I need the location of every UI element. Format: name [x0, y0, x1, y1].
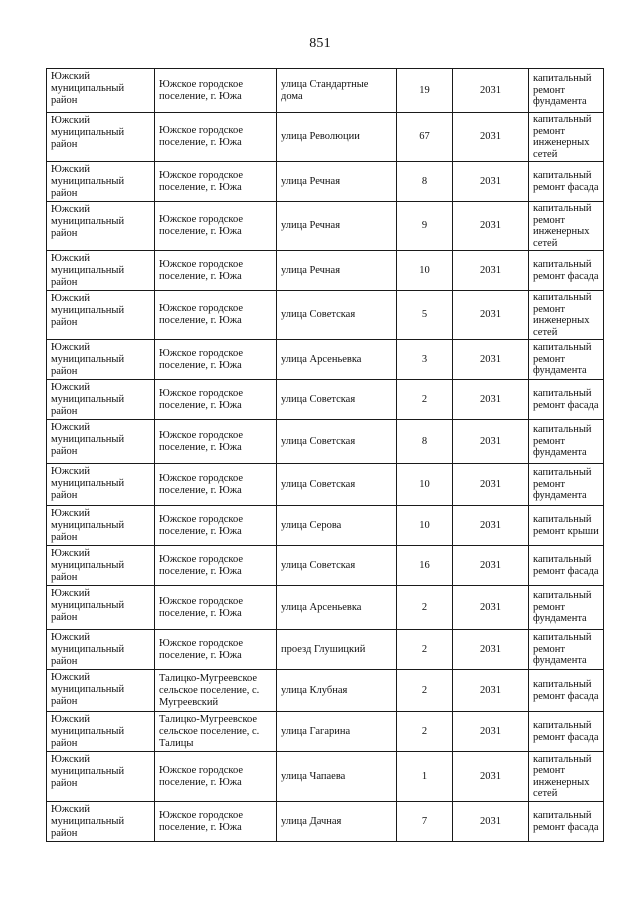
- house-number-cell: 16: [397, 546, 453, 586]
- table-row: [47, 630, 604, 670]
- street-cell: улица Клубная: [277, 670, 397, 712]
- year-cell: 2031: [453, 752, 529, 802]
- street-cell: улица Советская: [277, 464, 397, 506]
- settlement-cell: Южское городское поселение, г. Южа: [155, 506, 277, 546]
- house-number-cell: 10: [397, 506, 453, 546]
- work-type-cell: капитальный ремонт фасада: [529, 251, 604, 291]
- district-cell: Южский муниципальный район: [47, 162, 155, 202]
- district-cell: Южский муниципальный район: [47, 251, 155, 291]
- year-cell: 2031: [453, 251, 529, 291]
- work-type-cell: капитальный ремонт фасада: [529, 380, 604, 420]
- house-number-cell: 9: [397, 202, 453, 251]
- work-type-cell: капитальный ремонт фасада: [529, 546, 604, 586]
- settlement-cell: Южское городское поселение, г. Южа: [155, 340, 277, 380]
- district-cell: Южский муниципальный район: [47, 752, 155, 802]
- work-type-cell: капитальный ремонт фасада: [529, 802, 604, 842]
- house-number-cell: 2: [397, 712, 453, 752]
- settlement-cell: Южское городское поселение, г. Южа: [155, 162, 277, 202]
- table-row: [47, 291, 604, 340]
- street-cell: улица Советская: [277, 291, 397, 340]
- settlement-cell: Южское городское поселение, г. Южа: [155, 113, 277, 162]
- year-cell: 2031: [453, 712, 529, 752]
- house-number-cell: 2: [397, 670, 453, 712]
- work-type-cell: капитальный ремонт фундамента: [529, 340, 604, 380]
- street-cell: улица Речная: [277, 162, 397, 202]
- table-row: [47, 802, 604, 842]
- year-cell: 2031: [453, 291, 529, 340]
- district-cell: Южский муниципальный район: [47, 670, 155, 712]
- house-number-cell: 8: [397, 162, 453, 202]
- settlement-cell: Южское городское поселение, г. Южа: [155, 69, 277, 113]
- street-cell: улица Серова: [277, 506, 397, 546]
- table-body: [47, 69, 604, 842]
- work-type-cell: капитальный ремонт инженерных сетей: [529, 752, 604, 802]
- street-cell: улица Советская: [277, 380, 397, 420]
- district-cell: Южский муниципальный район: [47, 506, 155, 546]
- district-cell: Южский муниципальный район: [47, 630, 155, 670]
- district-cell: Южский муниципальный район: [47, 546, 155, 586]
- year-cell: 2031: [453, 202, 529, 251]
- table-row: [47, 113, 604, 162]
- settlement-cell: Южское городское поселение, г. Южа: [155, 202, 277, 251]
- table-row: [47, 586, 604, 630]
- year-cell: 2031: [453, 162, 529, 202]
- year-cell: 2031: [453, 69, 529, 113]
- district-cell: Южский муниципальный район: [47, 464, 155, 506]
- table-row: [47, 464, 604, 506]
- table-row: [47, 546, 604, 586]
- district-cell: Южский муниципальный район: [47, 420, 155, 464]
- house-number-cell: 2: [397, 380, 453, 420]
- work-type-cell: капитальный ремонт фундамента: [529, 586, 604, 630]
- housing-repair-table: [46, 68, 604, 842]
- house-number-cell: 1: [397, 752, 453, 802]
- year-cell: 2031: [453, 506, 529, 546]
- street-cell: улица Стандартные дома: [277, 69, 397, 113]
- house-number-cell: 2: [397, 586, 453, 630]
- year-cell: 2031: [453, 340, 529, 380]
- work-type-cell: капитальный ремонт фасада: [529, 712, 604, 752]
- district-cell: Южский муниципальный район: [47, 291, 155, 340]
- work-type-cell: капитальный ремонт фасада: [529, 162, 604, 202]
- settlement-cell: Южское городское поселение, г. Южа: [155, 586, 277, 630]
- page-number: 851: [309, 36, 331, 51]
- work-type-cell: капитальный ремонт инженерных сетей: [529, 291, 604, 340]
- year-cell: 2031: [453, 586, 529, 630]
- year-cell: 2031: [453, 630, 529, 670]
- house-number-cell: 8: [397, 420, 453, 464]
- settlement-cell: Южское городское поселение, г. Южа: [155, 380, 277, 420]
- work-type-cell: капитальный ремонт инженерных сетей: [529, 113, 604, 162]
- settlement-cell: Южское городское поселение, г. Южа: [155, 464, 277, 506]
- house-number-cell: 3: [397, 340, 453, 380]
- settlement-cell: Талицко-Мугреевское сельское поселение, с. Мугреевский: [155, 670, 277, 712]
- settlement-cell: Южское городское поселение, г. Южа: [155, 546, 277, 586]
- table-row: [47, 752, 604, 802]
- street-cell: улица Речная: [277, 202, 397, 251]
- house-number-cell: 10: [397, 464, 453, 506]
- table-row: [47, 251, 604, 291]
- table-row: [47, 340, 604, 380]
- street-cell: улица Советская: [277, 420, 397, 464]
- work-type-cell: капитальный ремонт фундамента: [529, 69, 604, 113]
- street-cell: улица Арсеньевка: [277, 340, 397, 380]
- street-cell: проезд Глушицкий: [277, 630, 397, 670]
- district-cell: Южский муниципальный район: [47, 202, 155, 251]
- table-row: [47, 712, 604, 752]
- year-cell: 2031: [453, 420, 529, 464]
- district-cell: Южский муниципальный район: [47, 802, 155, 842]
- settlement-cell: Южское городское поселение, г. Южа: [155, 630, 277, 670]
- settlement-cell: Южское городское поселение, г. Южа: [155, 291, 277, 340]
- table-row: [47, 506, 604, 546]
- year-cell: 2031: [453, 670, 529, 712]
- district-cell: Южский муниципальный район: [47, 113, 155, 162]
- house-number-cell: 19: [397, 69, 453, 113]
- settlement-cell: Южское городское поселение, г. Южа: [155, 251, 277, 291]
- district-cell: Южский муниципальный район: [47, 380, 155, 420]
- house-number-cell: 10: [397, 251, 453, 291]
- work-type-cell: капитальный ремонт фундамента: [529, 630, 604, 670]
- street-cell: улица Советская: [277, 546, 397, 586]
- work-type-cell: капитальный ремонт фасада: [529, 670, 604, 712]
- table-row: [47, 380, 604, 420]
- settlement-cell: Южское городское поселение, г. Южа: [155, 752, 277, 802]
- district-cell: Южский муниципальный район: [47, 712, 155, 752]
- street-cell: улица Революции: [277, 113, 397, 162]
- house-number-cell: 7: [397, 802, 453, 842]
- year-cell: 2031: [453, 380, 529, 420]
- settlement-cell: Талицко-Мугреевское сельское поселение, с. Талицы: [155, 712, 277, 752]
- district-cell: Южский муниципальный район: [47, 586, 155, 630]
- street-cell: улица Речная: [277, 251, 397, 291]
- table-row: [47, 670, 604, 712]
- work-type-cell: капитальный ремонт фундамента: [529, 420, 604, 464]
- table-row: [47, 162, 604, 202]
- work-type-cell: капитальный ремонт инженерных сетей: [529, 202, 604, 251]
- house-number-cell: 2: [397, 630, 453, 670]
- street-cell: улица Арсеньевка: [277, 586, 397, 630]
- house-number-cell: 5: [397, 291, 453, 340]
- work-type-cell: капитальный ремонт крыши: [529, 506, 604, 546]
- settlement-cell: Южское городское поселение, г. Южа: [155, 420, 277, 464]
- table-row: [47, 420, 604, 464]
- house-number-cell: 67: [397, 113, 453, 162]
- work-type-cell: капитальный ремонт фундамента: [529, 464, 604, 506]
- year-cell: 2031: [453, 546, 529, 586]
- table-row: [47, 69, 604, 113]
- street-cell: улица Гагарина: [277, 712, 397, 752]
- street-cell: улица Дачная: [277, 802, 397, 842]
- year-cell: 2031: [453, 464, 529, 506]
- district-cell: Южский муниципальный район: [47, 340, 155, 380]
- year-cell: 2031: [453, 802, 529, 842]
- district-cell: Южский муниципальный район: [47, 69, 155, 113]
- settlement-cell: Южское городское поселение, г. Южа: [155, 802, 277, 842]
- table-row: [47, 202, 604, 251]
- year-cell: 2031: [453, 113, 529, 162]
- street-cell: улица Чапаева: [277, 752, 397, 802]
